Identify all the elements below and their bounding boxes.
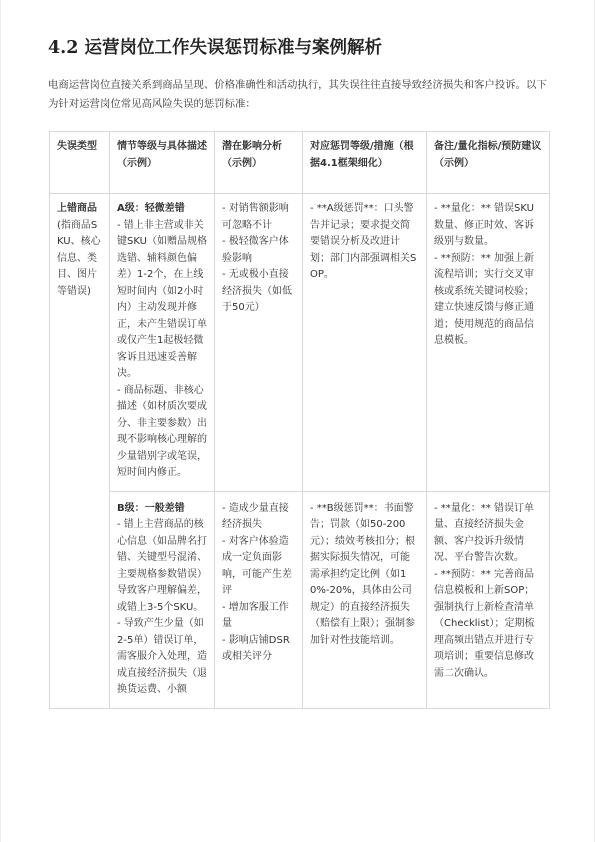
level-b-desc-item: - 错上主营商品的核心信息（如品牌名打错、关键型号混淆、主要规格参数错误）导致客户理解偏差，或错上3-5个SKU。 bbox=[117, 519, 207, 613]
header-mistake-type: 失误类型 bbox=[50, 132, 110, 194]
level-b-note-item: - **量化：** 错误订单量、直接经济损失金额、客户投诉升级情况、平台警告次数。 bbox=[434, 502, 534, 563]
level-a-impact-item: - 对销售额影响可忽略不计 bbox=[222, 203, 289, 231]
level-b-notes-cell bbox=[427, 491, 550, 708]
header-impact-analysis: 潜在影响分析（示例） bbox=[215, 132, 303, 194]
category-cell bbox=[50, 194, 110, 709]
table-row bbox=[50, 194, 550, 492]
level-b-impact-item: - 影响店铺DSR或相关评分 bbox=[222, 634, 290, 662]
level-a-penalty-text: - **A级惩罚**：口头警告并记录；要求提交简要错误分析及改进计划；部门内部强调相关SOP。 bbox=[310, 203, 417, 280]
level-a-desc-item: - 商品标题、非核心描述（如材质次要成分、非主要参数）出现不影响核心理解的少量错别字或笔误，短时间内修正。 bbox=[117, 384, 207, 478]
header-penalty-measures: 对应惩罚等级/措施（根据4.1框架细化） bbox=[303, 132, 427, 194]
level-b-desc-item: - 导致产生少量（如2-5单）错误订单，需客服介入处理，造成直接经济损失（退换货运费、小额 bbox=[117, 618, 207, 695]
header-notes-prevention: 备注/量化指标/预防建议（示例） bbox=[427, 132, 550, 194]
header-level-description: 情节等级与具体描述（示例） bbox=[110, 132, 215, 194]
level-b-penalty-cell bbox=[303, 491, 427, 708]
intro-paragraph: 电商运营岗位直接关系到商品呈现、价格准确性和活动执行，其失误往往直接导致经济损失和客户投诉。以下为针对运营岗位常见高风险失误的惩罚标准： bbox=[48, 79, 547, 110]
penalty-standards-table bbox=[49, 131, 550, 709]
level-b-impact-cell bbox=[215, 491, 303, 708]
level-a-impact-item: - 极轻微客户体验影响 bbox=[222, 236, 289, 264]
level-a-impact-item: - 无或极小直接经济损失（如低于50元） bbox=[222, 269, 292, 313]
level-b-impact-item: - 对客户体验造成一定负面影响，可能产生差评 bbox=[222, 535, 292, 596]
level-b-impact-item: - 造成少量直接经济损失 bbox=[222, 502, 289, 530]
level-b-note-item: - **预防：** 完善商品信息模板和上新SOP；强制执行上新检查清单（Checklist）；定期梳理高频出错点并进行专项培训；重要信息修改需二次确认。 bbox=[434, 568, 535, 679]
category-note: (指商品SKU、核心信息、类目、图片等错误) bbox=[57, 219, 101, 297]
level-a-penalty-cell bbox=[303, 194, 427, 492]
level-a-desc-item: - 错上非主营或非关键SKU（如赠品规格选错、辅料颜色偏差）1-2个，在上线短时间内（如2小时内）主动发现并修正，未产生错误订单或仅产生1起极轻微客诉且迅速妥善解决。 bbox=[117, 219, 207, 379]
level-a-note-item: - **预防：** 加强上新流程培训；实行交叉审核或系统关键词校验；建立快速反馈与修正通道；使用规范的商品信息模板。 bbox=[434, 252, 534, 346]
level-a-notes-cell bbox=[427, 194, 550, 492]
level-a-impact-cell bbox=[215, 194, 303, 492]
table-row bbox=[50, 491, 550, 708]
level-a-title: A级：轻微差错 bbox=[117, 203, 185, 214]
level-b-description-cell bbox=[110, 491, 215, 708]
category-name: 上错商品 bbox=[57, 203, 97, 214]
level-b-impact-item: - 增加客服工作量 bbox=[222, 601, 289, 629]
level-b-title: B级：一般差错 bbox=[117, 502, 185, 514]
table-header-row bbox=[50, 132, 550, 194]
level-a-description-cell bbox=[110, 194, 215, 492]
level-a-note-item: - **量化：** 错误SKU数量、修正时效、客诉级别与数量。 bbox=[434, 203, 534, 247]
level-b-penalty-text: - **B级惩罚**：书面警告；罚款（如50-200元）；绩效考核扣分；根据实际损失情况，可能需承担约定比例（如10%-20%，具体由公司规定）的直接经济损失（赔偿有上限）；强制参加针对性技能培训。 bbox=[310, 502, 415, 646]
section-title: 4.2 运营岗位工作失误惩罚标准与案例解析 bbox=[48, 38, 383, 58]
